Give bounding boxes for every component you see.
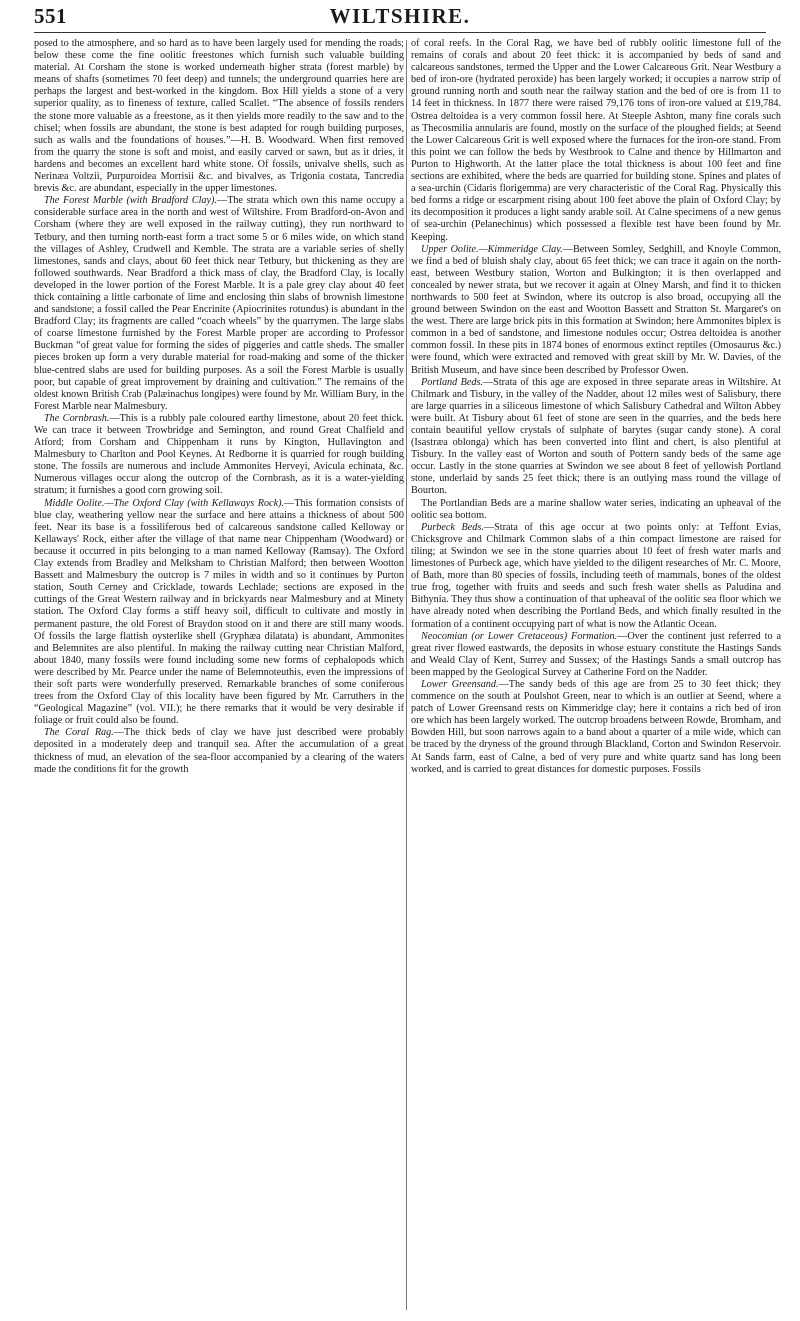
section-heading: Neocomian (or Lower Cretaceous) Formation. <box>421 630 618 642</box>
section-heading: The Coral Rag. <box>44 727 114 739</box>
running-head: WILTSHIRE. <box>329 4 471 28</box>
paragraph-text: of coral reefs. In the Coral Rag, we have bed of rubbly oolitic limestone full of the remains of corals and about 20 feet thick: it is accompanied by beds of sand and calcareous sandstones, termed the Upper and the Lower Calcareous Grit. Near Westbury a bed of iron-ore (hydrated peroxide) has been largely worked; it occupies a narrow strip of ground running north and south near the railway station and the bed of ore is from 11 to 14 feet in thickness. In 1877 there were raised 79,176 tons of iron-ore valued at £19,784. Ostrea deltoidea is a very common fossil here. At Steeple Ashton, many fine corals such as Thecosmilia annularis are found, mostly on the surface of the ploughed fields; at Seend the Lower Calcareous Grit is well exposed where the furnaces for the iron-ore stand. From this point we can follow the beds by Westbrook to Calne and thence by Hillmarton and Purton to Highworth. At the latter place the total thickness is about 100 feet and fine sections are exhibited, where the beds are quarried for building stone. Spines and plates of a sea-urchin (Cidaris florigemma) are very characteristic of the Coral Rag. Physically this bed forms a ridge or escarpment rising about 100 feet above the plain of Oxford Clay; by its decomposition it produces a light sandy arable soil. At Calne specimens of a new genus of sea-urchin (Pelanechinus) which possessed a flexible test have been found by Mr. Keeping. <box>411 38 781 243</box>
paragraph-text: —This is a rubbly pale coloured earthy limestone, about 20 feet thick. We can trace it between Trowbridge and Semington, and round Great Chalfield and Atford; from Corsham and Chippenham it runs by Kington, Hullavington and Malmesbury to Charlton and Pool Keynes. At Redborne it is quarried for rough building stone. The fossils are numerous and include Ammonites Herveyi, Avicula echinata, &c. Numerous villages occur along the outcrop of the Cornbrash, as it is a water-yielding stratum; it furnishes a good corn growing soil. <box>34 412 404 497</box>
paragraph <box>34 38 404 195</box>
paragraph <box>34 413 404 498</box>
section-heading: Portland Beds. <box>421 376 483 388</box>
paragraph-text: The Portlandian Beds are a marine shallow water series, indicating an upheaval of the oolitic sea bottom. <box>411 497 781 521</box>
section-heading: The Cornbrash. <box>44 412 110 424</box>
paragraph-text: —The thick beds of clay we have just described were probably deposited in a moderately deep and tranquil sea. After the accumulation of a great thickness of mud, an elevation of the sea-floor accompanied by a clearing of the waters made the conditions fit for the growth <box>34 727 404 775</box>
paragraph-text: posed to the atmosphere, and so hard as to have been largely used for mending the roads; below these come the fine oolitic freestones which furnish such valuable building material. At Corsham the stone is worked underneath higher strata (forest marble) by means of shafts (sometimes 70 feet deep) and tunnels; the underground quarries here are perhaps the largest and best-worked in the kingdom. Box Hill yields a stone of a very superior quality, as to fineness of texture, called Scallet. “The absence of fossils renders the stone more valuable as a freestone, as it then yields more readily to the saw and to the chisel; when fossils are abundant, the stone is best adapted for rough building purposes, such as walls and the foundations of houses.”—H. B. Woodward. When first removed from the quarry the stone is soft and moist, and easily carved or sawn, but as it dries, it hardens and becomes an excellent hard white stone. Of fossils, univalve shells, such as Nerinæa Voltzii, Purpuroidea Morrisii &c. and bivalves, as Trigonia costata, Tancredia brevis &c. are abundant, especially in the upper limestones. <box>34 38 404 195</box>
paragraph <box>34 727 404 775</box>
page-number: 551 <box>34 4 67 28</box>
right-column <box>411 38 781 1314</box>
paragraph <box>411 679 781 776</box>
paragraph <box>411 631 781 679</box>
paragraph <box>411 522 781 631</box>
section-heading: Lower Greensand. <box>421 678 499 690</box>
paragraph-text: —Strata of this age occur at two points only: at Teffont Evias, Chicksgrove and Chilmark Common slabs of a thin compact limestone are raised for tiling; at Swindon we see in the stone quarries about 10 feet of fresh water marls and limestones of Purbeck age, which have yielded to the diligent researches of Mr. C. Moore, of Bath, more than 80 species of fossils, including teeth of mammals, bones of the oldest true frog, together with fruits and seeds and such fresh water shells as Paludina and Bithynia. They thus show a continuation of that upheaval of the oolitic sea floor which we have already noted when describing the Portland Beds, and which finally resulted in the formation of a continent occupying part of what is now the Atlantic Ocean. <box>411 521 781 630</box>
paragraph-text: —This formation consists of blue clay, weathering yellow near the surface and here attains a thickness of about 500 feet. Near its base is a fossiliferous bed of calcareous sandstone called Kelloway or Kellaways' Rock, either after the village of that name near Chippenham (Woodward) or because it occurred in pits belonging to a man named Kelloway (Ramsay). The Oxford Clay extends from Bradley and Melksham to Christian Malford; then between Wootton Bassett and Malmesbury the outcrop is 7 miles in width and so it continues by Purton station, South Cerney and Cricklade, towards Lechlade; sections are exposed in the cuttings of the Great Western railway and in brickyards near Malmesbury and at Minety station. The Oxford Clay forms a stiff heavy soil, difficult to cultivate and mostly in permanent pasture, the old Forest of Braydon stood on it and there are still many woods. Of fossils the large flattish oysterlike shell (Gryphæa dilatata) is abundant, Ammonites and Belemnites are also plentiful. In making the railway cutting near Christian Malford, about 1840, many fossils were found including some new forms of cephalopods which were described by Mr. Pearce under the name of Belemnoteuthis, even the impressions of their soft parts were wonderfully preserved. Remarkable branches of some coniferous trees from the Oxford Clay of this locality have been figured by Mr. Carruthers in the “Geological Magazine” (vol. VII.); he there remarks that it would be very desirable if foliage or fruit could also be found. <box>34 497 404 727</box>
paragraph <box>34 195 404 413</box>
page-header <box>34 4 766 30</box>
paragraph-text: —Over the continent just referred to a great river flowed eastwards, the deposits in whose estuary constitute the Hastings Sands and Weald Clay of Kent, Surrey and Sussex; of the Hastings Sands a small outcrop has been mapped by the Geological Survey at Catherine Ford on the Nadder. <box>411 630 781 678</box>
section-heading: Middle Oolite.—The Oxford Clay (with Kellaways Rock). <box>44 497 285 509</box>
paragraph <box>411 244 781 377</box>
section-heading: Upper Oolite.—Kimmeridge Clay. <box>421 243 563 255</box>
left-column <box>34 38 404 1314</box>
section-heading: Purbeck Beds. <box>421 521 484 533</box>
paragraph <box>34 498 404 728</box>
header-rule <box>34 32 766 33</box>
paragraph <box>411 38 781 244</box>
column-divider <box>406 40 407 1310</box>
paragraph-text: —The sandy beds of this age are from 25 to 30 feet thick; they commence on the south at Poulshot Green, near to which is an outlier at Seend, where a patch of Lower Greensand rests on Kimmeridge clay; here it contains a rich bed of iron ore which has been largely worked. The outcrop broadens between Rowde, Bromham, and Bowden Hill, but soon narrows again to a band about a quarter of a mile wide, which can be traced by the dryness of the ground through Blackland, Corton and Swindon Reservoir. At Sands farm, east of Calne, a bed of very pure and white quartz sand has long been worked, and is carried to great distances for domestic purposes. Fossils <box>411 678 781 775</box>
paragraph-text: —The strata which own this name occupy a considerable surface area in the north and west of Wiltshire. From Bradford-on-Avon and Corsham (where they are well exposed in the railway cutting), they run northward to Tetbury, and then turning north-east form a tract some 5 or 6 miles wide, on which stand the villages of Ashley, Crudwell and Kemble. The strata are a variable series of shelly limestones, sands and clays, about 60 feet thick near Tetbury, but thickening as they are followed southwards. Near Bradford a thick mass of clay, the Bradford Clay, is locally developed in the lower portion of the Forest Marble. It is a pale grey clay about 40 feet thick containing a little carbonate of lime and enclosing thin slabs of brownish limestone and sandstone; a fossil called the Pear Encrinite (Apiocrinites rotundus) is abundant in the Bradford Clay; its fragments are called “coach wheels” by the quarrymen. The large slabs of coarse limestone furnished by the Forest Marble proper are according to Professor Buckman “of great value for forming the sides of piggeries and cattle sheds. The smaller pieces broken up form a very durable material for road-making and some of the thicker blue-centred slabs are used for building purposes. As a soil the Forest Marble is usually poor, but capable of great improvement by draining and cultivation.” The remains of the oldest known British Crab (Palæinachus longipes) were found by Mr. William Bury, in the Forest Marble near Malmesbury. <box>34 195 404 412</box>
paragraph <box>411 377 781 498</box>
paragraph <box>411 498 781 522</box>
paragraph-text: —Between Somley, Sedghill, and Knoyle Common, we find a bed of bluish shaly clay, about 65 feet thick; we can trace it again on the north-east, between Westbury station, Worton and Bulkington; it is then overlapped and concealed by newer strata, but we recover it again at Olney Marsh, and find it to thicken northwards to 500 feet at Swindon, where its outcrop is also broad, occupying all the ground between Swindon on the east and Wootton Bassett and Stratton St. Margaret's on the west. There are large brick pits in this formation at Swindon; here Ammonites biplex is common in a bed of sandstone, and limestone nodules occur; Ostrea deltoidea is another common fossil. In these pits in 1874 bones of enormous extinct reptiles (Omosaurus &c.) were found, which were extracted and removed with great skill by Mr. W. Davies, of the British Museum, and have since been described by Professor Owen. <box>411 243 781 376</box>
section-heading: The Forest Marble (with Bradford Clay). <box>44 195 217 207</box>
paragraph-text: —Strata of this age are exposed in three separate areas in Wiltshire. At Chilmark and Tisbury, in the valley of the Nadder, about 12 miles west of Salisbury, there are large quarries in a siliceous limestone of which Salisbury Cathedral and Wilton Abbey were built. At Tisbury about 61 feet of stone are seen in the quarries, and the beds here contain beautiful yellow crystals of sulphate of barytes (sugar candy stone). A coral (Isastræa oblonga) which has been converted into flint and chert, is also plentiful at Tisbury. In the valley east of Worton and south of Pottern sandy beds of the same age occur. Lastly in the stone quarries at Swindon we see about 8 feet of yellowish Portland stone, underlaid by sands 25 feet thick; there is an outlying mass round the village of Bourton. <box>411 376 781 497</box>
